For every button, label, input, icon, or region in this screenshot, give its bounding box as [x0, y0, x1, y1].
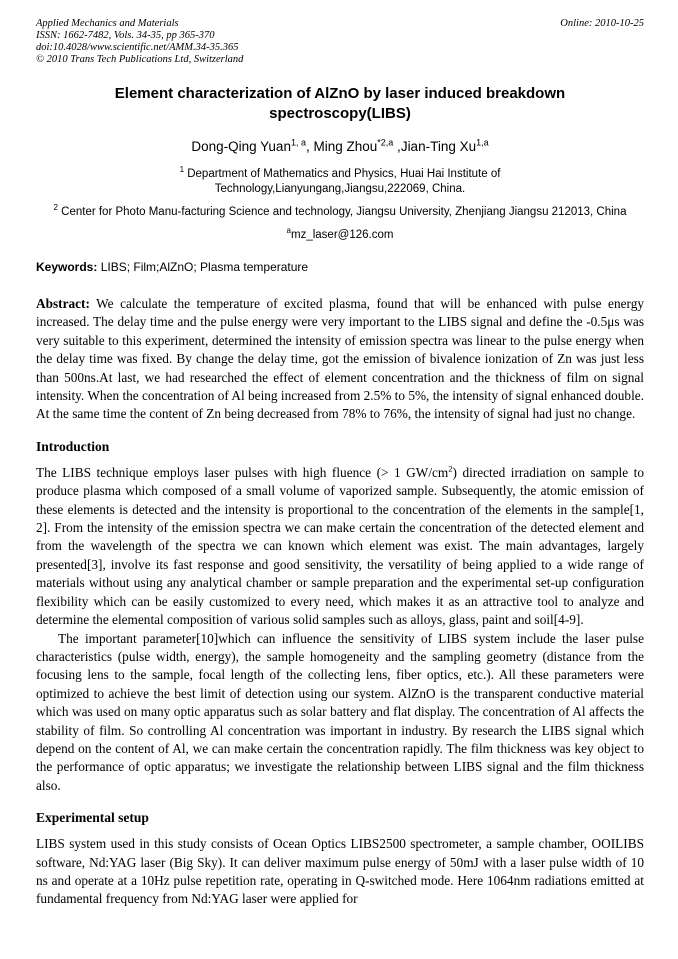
- authors-line: [36, 138, 644, 155]
- author-separator: ,: [305, 139, 314, 154]
- abstract-paragraph: [36, 295, 644, 424]
- abstract-label: Abstract:: [36, 296, 90, 311]
- journal-header: [36, 18, 644, 66]
- abstract-text: We calculate the temperature of excited plasma, found that will be enhanced with pulse energy increased. The delay time and the pulse energy were very important to the LIBS signal and define the -0.5μs was very suitable to this experiment, determined the intensity of emission spectra was linear to the pulse energy when the delay time was fixed. By change the delay time, got the emission of bivalence ionization of Zn was just less than 500ns.At last, we had researched the effect of element concentration and the thickness of film on signal intensity. When the concentration of Al being increased from 2.5% to 5%, the intensity of signal enhanced double. At the same time the content of Zn being decreased from 78% to 76%, the intensity of signal had just no change.: [36, 296, 644, 422]
- author-name: Ming Zhou: [313, 139, 378, 154]
- journal-header-left: [36, 18, 243, 66]
- affiliation-2: [36, 205, 644, 220]
- author-superscript: *2,a: [377, 137, 394, 148]
- introduction-paragraph-1: [36, 464, 644, 630]
- keywords-line: [36, 259, 644, 275]
- paper-title: Element characterization of AlZnO by laser induced breakdown spectroscopy(LIBS): [114, 85, 566, 122]
- doi-line: doi:10.4028/www.scientific.net/AMM.34-35.365: [36, 42, 239, 53]
- keywords-text: LIBS; Film;AlZnO; Plasma temperature: [97, 260, 309, 274]
- introduction-p1-text: The LIBS technique employs laser pulses with high fluence (> 1 GW/cm: [36, 464, 449, 480]
- affiliation-1: [154, 167, 526, 197]
- affiliation-superscript: 2: [53, 203, 58, 213]
- section-heading-experimental-setup: Experimental setup: [36, 810, 149, 826]
- author-superscript: 1,a: [476, 137, 489, 148]
- email-superscript: a: [286, 226, 291, 236]
- introduction-paragraph-2: The important parameter[10]which can influence the sensitivity of LIBS system include the laser pulse characteristics (pulse width, energy), the sample homogeneity and the sampling geometry (distance from the focusing lens to the sample, focal length of the collecting lens, fiber optics, etc.). All these parameters were optimized to achieve the best limit of detection using our system. AlZnO is the transparent conductive material which was used on many optic apparatus such as solar battery and flat display. The concentration of Al affects the stability of film. So controlling Al concentration was important in industry. By research the LIBS signal which depend on the content of Al, we can make certain the concentration rapidly. The film thickness was key object to the performance of optic apparatus; we investigate the relationship between LIBS signal and the film thickness also.: [36, 630, 644, 793]
- section-heading-introduction: Introduction: [36, 438, 110, 454]
- experimental-paragraph-1: LIBS system used in this study consists of Ocean Optics LIBS2500 spectrometer, a sample chamber, OOILIBS software, Nd:YAG laser (Big Sky). It can deliver maximum pulse energy of 50mJ with a laser pulse width of 10 ns and operate at a 10Hz pulse repetition rate, operating in Q-switched mode. Here 1064nm radiations emitted at fundamental frequency from Nd:YAG laser were applied for: [36, 836, 644, 907]
- superscript-2: 2: [448, 463, 453, 474]
- affiliation-text: Center for Photo Manu-facturing Science and technology, Jiangsu University, Zhenjiang Jiangsu 212013, China: [57, 206, 627, 218]
- affiliation-superscript: 1: [179, 165, 185, 175]
- journal-name: Applied Mechanics and Materials: [36, 18, 179, 29]
- introduction-p1-text: ) directed irradiation on sample to produce plasma which composed of a small volume of vaporized sample. Subsequently, the atomic emission of these elements is detected and the intensity is proportional to the concentration of the elements in the sample[1, 2]. From the intensity of the emission spectra we can make certain the concentration of the detected element and from the wavelength of the spectra we can known which element was exist. The main advantages, largely presented[3], involve its fast response and good sensitivity, the versatility of being applied to a wide range of materials without using any analytical chamber or sample preparation and the experimental set-up configuration flexibility which can be easily customized to every need, which makes it as an attractive tool to analyze and determine the elemental composition of various solid samples such as alloys, glass, paint and soil[4-9].: [36, 464, 644, 628]
- author-name: Dong-Qing Yuan: [191, 139, 291, 154]
- affiliation-text: Department of Mathematics and Physics, Huai Hai Institute of Technology,Lianyungang,Jiangsu,222069, China.: [184, 168, 501, 195]
- author-name: Jian-Ting Xu: [400, 139, 477, 154]
- corresponding-email: [36, 228, 644, 243]
- author-separator: ,: [393, 139, 401, 154]
- email-text: mz_laser@126.com: [291, 229, 394, 241]
- copyright-line: © 2010 Trans Tech Publications Ltd, Switzerland: [36, 54, 244, 65]
- keywords-label: Keywords:: [36, 260, 98, 274]
- issn-line: ISSN: 1662-7482, Vols. 34-35, pp 365-370: [36, 30, 215, 41]
- author-superscript: 1, a: [290, 137, 306, 148]
- online-date: Online: 2010-10-25: [560, 18, 644, 29]
